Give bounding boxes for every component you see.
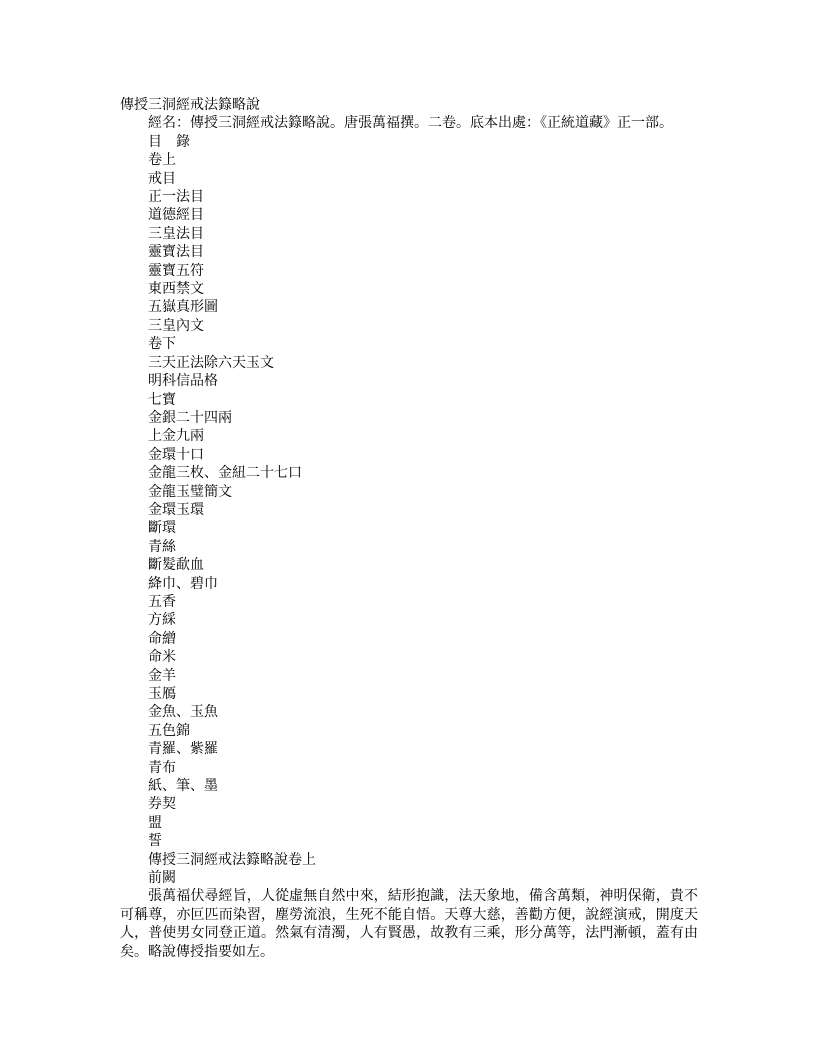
toc-item: 命繒 — [148, 630, 176, 647]
toc-item: 五香 — [148, 593, 176, 610]
toc-item: 金銀二十四兩 — [148, 409, 232, 426]
toc-item: 金羊 — [148, 667, 176, 684]
toc-item: 金龍三枚、金紐二十七口 — [148, 465, 302, 482]
toc-item: 東西禁文 — [148, 281, 204, 298]
toc-item: 卷上 — [148, 152, 176, 169]
toc-item: 上金九兩 — [148, 428, 204, 445]
document-title: 傳授三洞經戒法籙略說 — [120, 97, 260, 113]
toc-item: 絳巾、碧巾 — [148, 575, 218, 592]
meta-line: 經名：傳授三洞經戒法籙略說。唐張萬福撰。二卷。底本出處：《正統道藏》正一部。 — [148, 115, 673, 132]
toc-item: 七寶 — [148, 391, 176, 408]
toc-item: 金魚、玉魚 — [148, 704, 218, 721]
table-of-contents — [120, 151, 698, 850]
volume-title: 傳授三洞經戒法籙略說卷上 — [148, 851, 316, 868]
body-paragraph: 張萬福伏尋經旨，人從虛無自然中來，結形抱識，法天象地，備含萬類，神明保衛，貴不可稱尊，亦叵匹而染習，塵勞流浪，生死不能自悟。天尊大慈，善勸方便，說經演戒，開度天人，普使男女同登正道。然氣有清濁，人有賢愚，故教有三乘，形分萬等，法門漸頓，蓋有由矣。略說傳授指要如左。 — [120, 888, 698, 960]
toc-item: 盟 — [148, 814, 162, 831]
toc-item: 五色錦 — [148, 722, 190, 739]
toc-item: 金龍玉璧簡文 — [148, 483, 232, 500]
toc-item: 三皇內文 — [148, 317, 204, 334]
toc-heading: 目 錄 — [148, 133, 190, 150]
toc-item: 明科信品格 — [148, 373, 218, 390]
toc-item: 五嶽真形圖 — [148, 299, 218, 316]
toc-item: 玉鴈 — [148, 686, 176, 702]
toc-item: 青羅、紫羅 — [148, 741, 218, 758]
toc-item: 券契 — [148, 796, 176, 813]
toc-item: 方綵 — [148, 612, 176, 629]
toc-item: 斷髮歃血 — [148, 557, 204, 574]
toc-item: 正一法目 — [148, 189, 204, 206]
section-heading: 前闕 — [148, 870, 176, 887]
toc-item: 卷下 — [148, 336, 176, 353]
toc-item: 靈寶五符 — [148, 262, 204, 279]
toc-item: 命米 — [148, 649, 176, 666]
toc-item: 斷環 — [148, 520, 176, 537]
toc-item: 靈寶法目 — [148, 244, 204, 261]
toc-item: 戒目 — [148, 170, 176, 187]
document-page — [120, 96, 698, 961]
toc-item: 青布 — [148, 759, 176, 776]
toc-item: 三皇法目 — [148, 225, 204, 242]
toc-item: 金環玉環 — [148, 501, 204, 518]
toc-item: 誓 — [148, 833, 162, 850]
toc-item: 紙、筆、墨 — [148, 778, 218, 795]
toc-item: 青絲 — [148, 538, 176, 555]
toc-item: 道德經目 — [148, 207, 204, 224]
toc-item: 三天正法除六天玉文 — [148, 354, 274, 371]
toc-item: 金環十口 — [148, 446, 204, 463]
